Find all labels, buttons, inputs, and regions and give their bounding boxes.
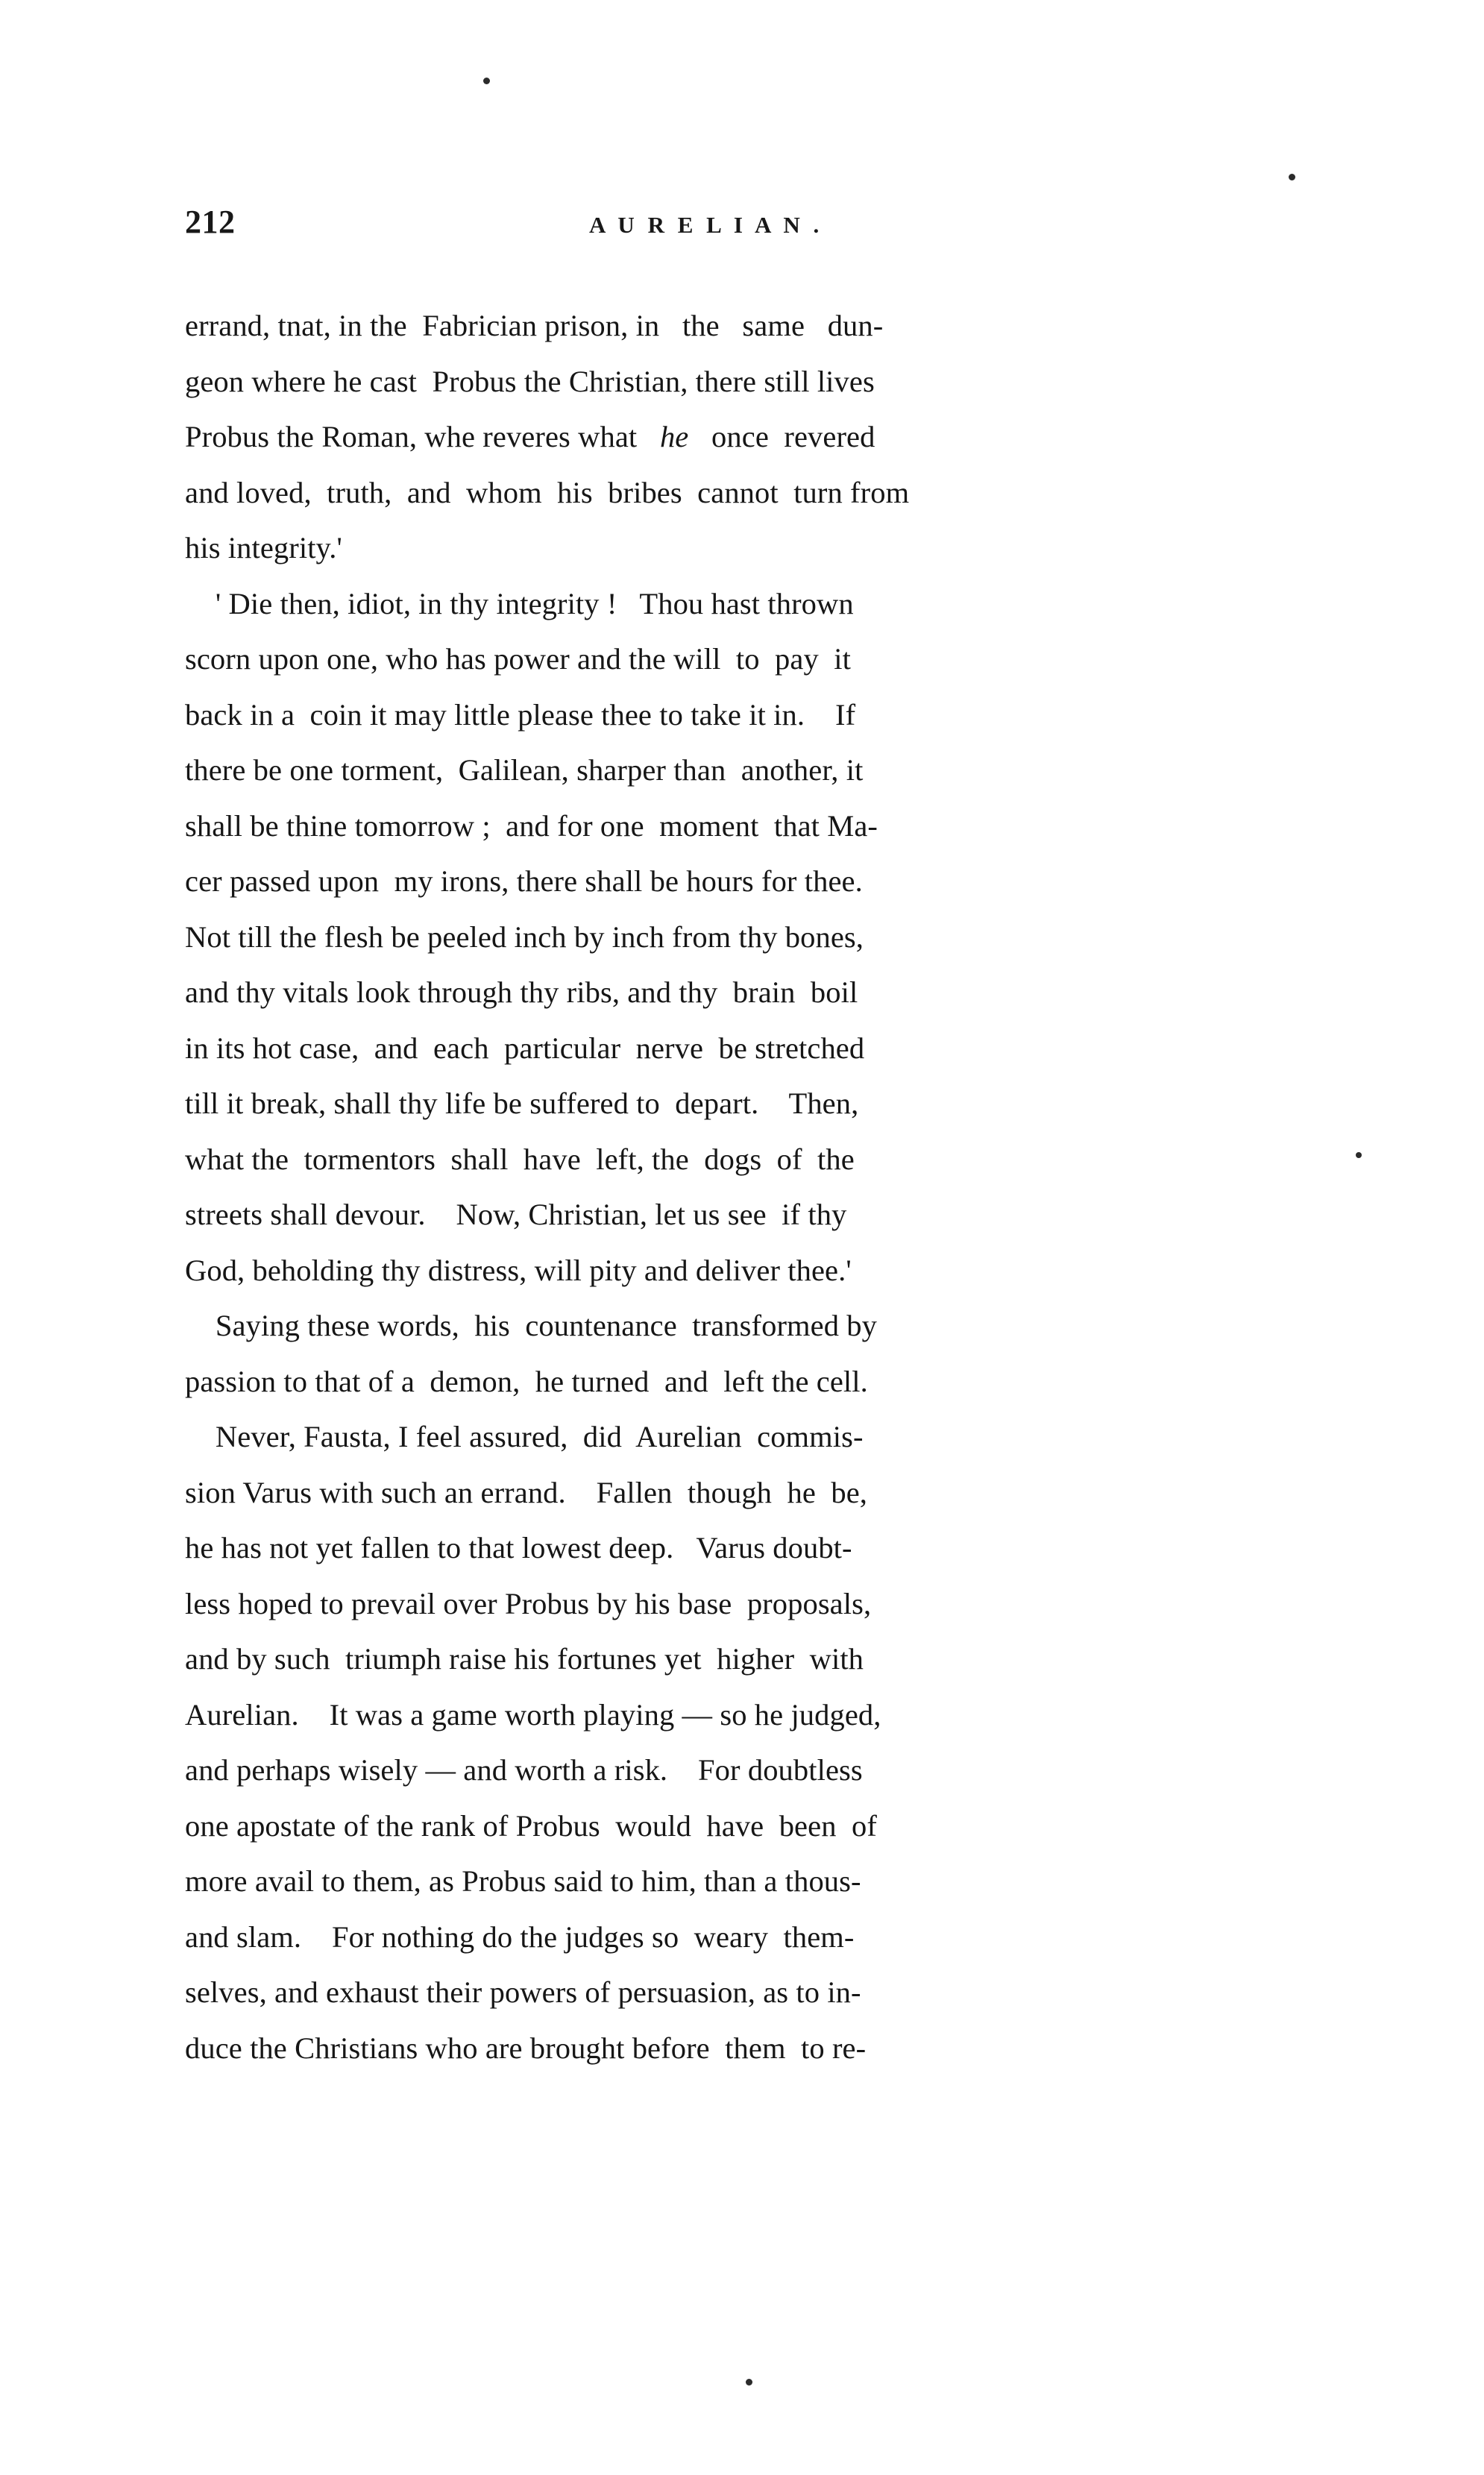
page-header bbox=[0, 203, 1484, 248]
text-line: geon where he cast Probus the Christian, there still lives bbox=[185, 364, 875, 398]
ink-speck-icon bbox=[1356, 1152, 1362, 1158]
text-line: and slam. For nothing do the judges so weary them- bbox=[185, 1919, 855, 1954]
text-line: his integrity.' bbox=[185, 531, 342, 564]
text-line: he has not yet fallen to that lowest deep. Varus doubt- bbox=[185, 1531, 852, 1564]
text-line: till it break, shall thy life be suffered to depart. Then, bbox=[185, 1086, 859, 1120]
text-line: Not till the flesh be peeled inch by inch from thy bones, bbox=[185, 919, 864, 954]
text-line: duce the Christians who are brought before them to re- bbox=[185, 2031, 867, 2065]
text-line: less hoped to prevail over Probus by his base proposals, bbox=[185, 1586, 872, 1620]
text-line: and by such triumph raise his fortunes yet higher with bbox=[185, 1642, 864, 1676]
running-title: A U R E L I A N . bbox=[589, 212, 823, 238]
text-line: streets shall devour. Now, Christian, let us see if thy bbox=[185, 1198, 847, 1231]
text-line: one apostate of the rank of Probus would have been of bbox=[185, 1808, 877, 1843]
text-line: back in a coin it may little please thee to take it in. If bbox=[185, 697, 856, 732]
ink-speck-icon bbox=[483, 78, 490, 84]
text-line: Saying these words, his countenance transformed by bbox=[185, 1309, 877, 1342]
text-line: Probus the Roman, whe reveres what he once revered bbox=[185, 420, 875, 453]
text-line: selves, and exhaust their powers of persuasion, as to in- bbox=[185, 1975, 861, 2009]
text-line: ' Die then, idiot, in thy integrity ! Thou hast thrown bbox=[185, 586, 854, 620]
page-number: 212 bbox=[185, 204, 236, 240]
text-line: cer passed upon my irons, there shall be hours for thee. bbox=[185, 864, 863, 898]
text-line: shall be thine tomorrow ; and for one moment that Ma- bbox=[185, 808, 878, 843]
text-line: what the tormentors shall have left, the dogs of the bbox=[185, 1142, 855, 1176]
ink-speck-icon bbox=[1289, 174, 1295, 180]
text-line: scorn upon one, who has power and the will to pay it bbox=[185, 642, 851, 676]
text-line: passion to that of a demon, he turned and left the cell. bbox=[185, 1364, 868, 1398]
text-line: errand, tnat, in the Fabrician prison, in the same dun- bbox=[185, 309, 884, 342]
text-line: more avail to them, as Probus said to him, than a thous- bbox=[185, 1864, 861, 1898]
text-line: in its hot case, and each particular nerve be stretched bbox=[185, 1031, 865, 1065]
text-line: Never, Fausta, I feel assured, did Aurelian commis- bbox=[185, 1420, 864, 1453]
text-line: and thy vitals look through thy ribs, and thy brain boil bbox=[185, 975, 858, 1009]
ink-speck-icon bbox=[746, 2379, 752, 2386]
text-line: sion Varus with such an errand. Fallen though he be, bbox=[185, 1475, 868, 1509]
text-line: and perhaps wisely — and worth a risk. For doubtless bbox=[185, 1753, 863, 1787]
text-line: and loved, truth, and whom his bribes cannot turn from bbox=[185, 475, 910, 509]
body-text bbox=[185, 298, 1304, 2076]
text-line: God, beholding thy distress, will pity and deliver thee.' bbox=[185, 1253, 852, 1287]
text-line: there be one torment, Galilean, sharper than another, it bbox=[185, 753, 864, 787]
text-line: Aurelian. It was a game worth playing — so he judged, bbox=[185, 1697, 881, 1732]
